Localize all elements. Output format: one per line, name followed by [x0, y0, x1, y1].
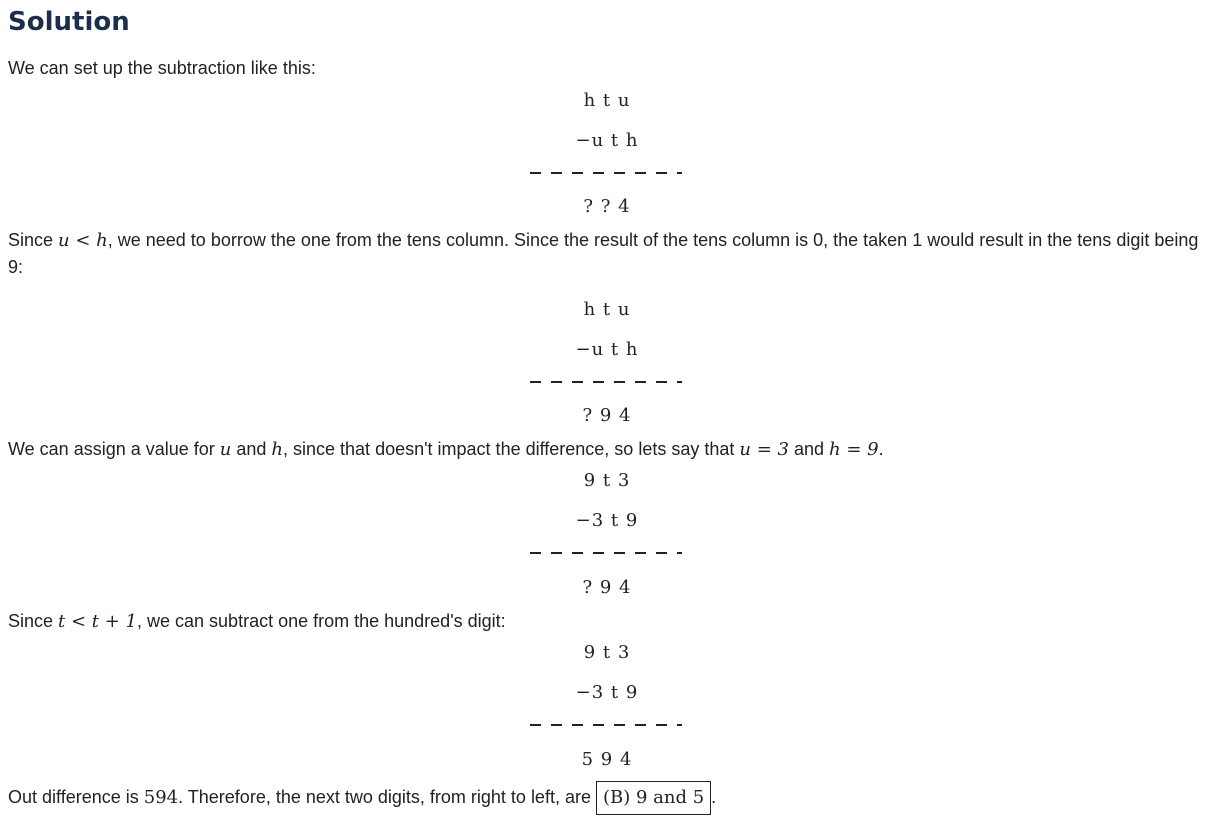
text: .: [711, 787, 717, 807]
block4-minuend: 9 t 3: [583, 642, 631, 663]
block2-minuend: h t u: [583, 299, 631, 320]
inline-math: t < t + 1: [58, 611, 138, 632]
text: , we can subtract one from the hundred's digit:: [137, 611, 506, 631]
block3-minuend: 9 t 3: [583, 470, 631, 491]
text: , since that doesn't impact the difference, so lets say that: [283, 439, 740, 459]
text: and: [788, 439, 829, 459]
block3-result: ? 9 4: [582, 577, 632, 598]
inline-math: 594: [143, 787, 179, 808]
block4-result: 5 9 4: [581, 749, 633, 770]
block3-subtrahend: −3 t 9: [575, 510, 639, 531]
assign-paragraph: [8, 436, 1208, 463]
block3-divider: [530, 552, 682, 554]
block2-result: ? 9 4: [582, 405, 632, 426]
inline-math: h = 9: [829, 439, 879, 460]
inline-math: u: [219, 439, 232, 460]
block1-subtrahend: −u t h: [575, 130, 639, 151]
inline-math: h: [271, 439, 284, 460]
text: We can assign a value for: [8, 439, 220, 459]
inline-math: u = 3: [739, 439, 789, 460]
text: , we need to borrow the one from the tens column. Since the result of the tens column is 0, the taken 1 would result in the tens digit being 9:: [8, 230, 1199, 277]
block1-divider: [530, 172, 682, 174]
text: . Therefore, the next two digits, from right to left, are: [178, 787, 596, 807]
hundreds-paragraph: [8, 608, 1208, 635]
text: Out difference is: [8, 787, 144, 807]
conclusion-paragraph: [8, 781, 1208, 815]
intro-paragraph: We can set up the subtraction like this:: [8, 58, 316, 78]
block2-divider: [530, 381, 682, 383]
boxed-answer: (B) 9 and 5: [596, 781, 711, 815]
text: .: [878, 439, 884, 459]
block1-result: ? ? 4: [583, 196, 631, 217]
text: Since: [8, 230, 59, 250]
block4-divider: [530, 724, 682, 726]
block1-minuend: h t u: [583, 90, 631, 111]
borrow-paragraph: [8, 227, 1204, 280]
text: Since: [8, 611, 59, 631]
text: and: [231, 439, 272, 459]
solution-heading: Solution: [8, 7, 130, 37]
block4-subtrahend: −3 t 9: [575, 682, 639, 703]
block2-subtrahend: −u t h: [575, 339, 639, 360]
inline-math: u < h: [58, 230, 108, 251]
